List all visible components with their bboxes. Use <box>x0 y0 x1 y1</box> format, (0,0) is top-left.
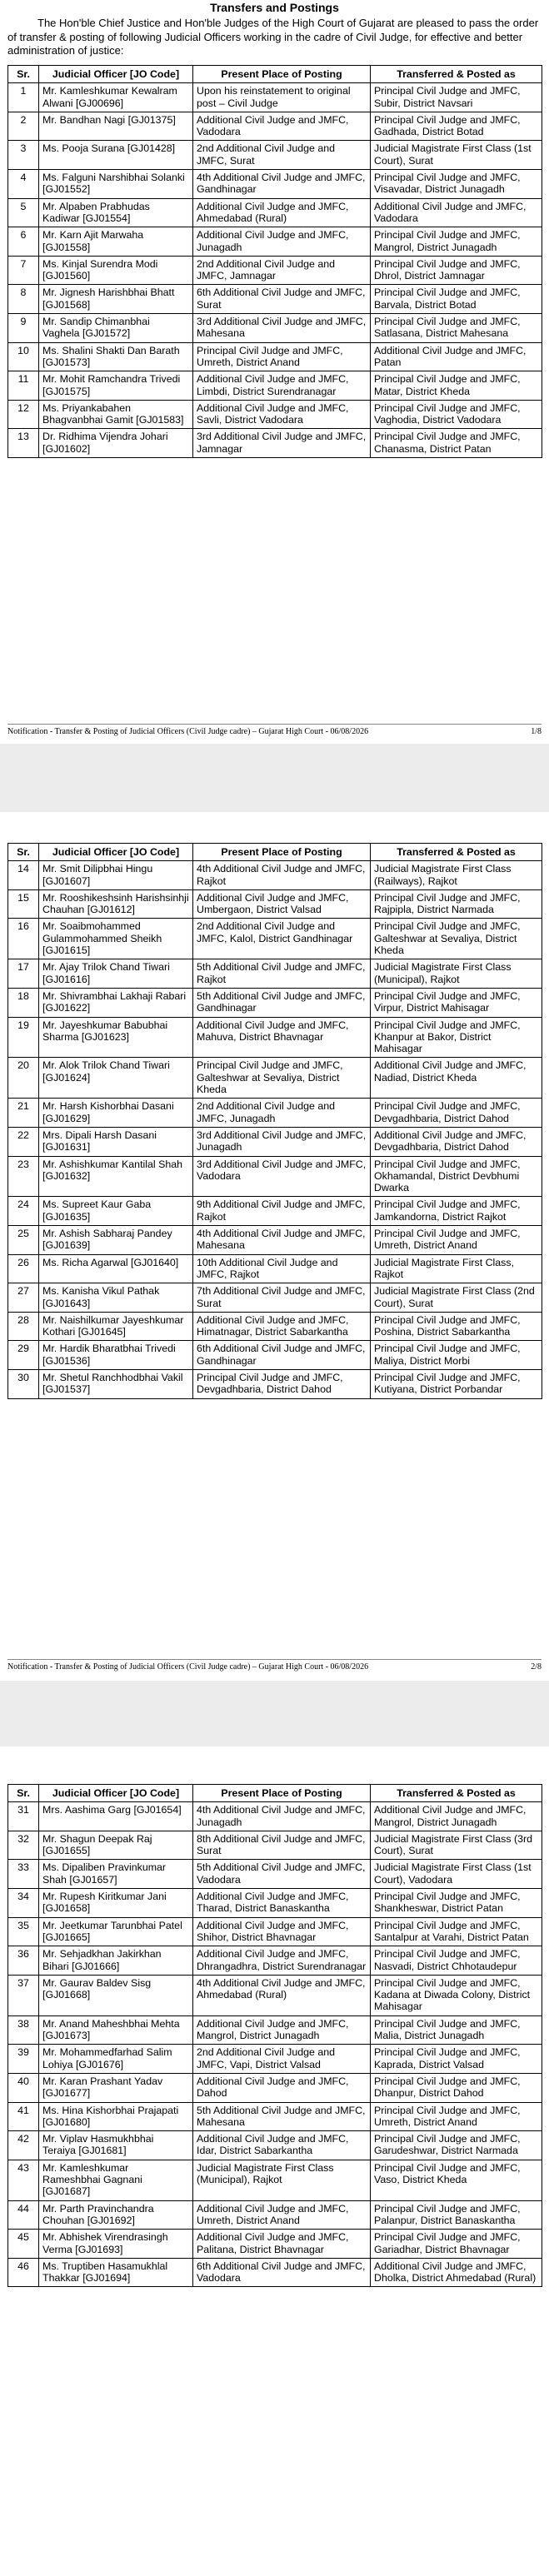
table-row <box>8 2045 542 2074</box>
present-posting-cell: 2nd Additional Civil Judge and JMFC, Kalol, District Gandhinagar <box>193 919 371 959</box>
transferred-posted-cell: Principal Civil Judge and JMFC, Chanasma, District Patan <box>371 429 542 458</box>
officer-cell: Ms. Shalini Shakti Dan Barath [GJ01573] <box>39 342 193 371</box>
transferred-posted-cell: Principal Civil Judge and JMFC, Devgadhbaria, District Dahod <box>371 1099 542 1128</box>
officer-cell: Mr. Kamleshkumar Rameshbhai Gagnani [GJ01687] <box>39 2160 193 2200</box>
sr-cell: 19 <box>8 1017 39 1058</box>
officer-cell: Mr. Jayeshkumar Babubhai Sharma [GJ01623] <box>39 1017 193 1058</box>
present-posting-cell: 5th Additional Civil Judge and JMFC, Rajkot <box>193 959 371 989</box>
sr-cell: 14 <box>8 861 39 890</box>
officer-cell: Mr. Sehjadkhan Jakirkhan Bihari [GJ01666] <box>39 1946 193 1976</box>
table-row <box>8 1889 542 1918</box>
transferred-posted-cell: Judicial Magistrate First Class (3rd Court), Surat <box>371 1831 542 1860</box>
sr-cell: 41 <box>8 2102 39 2131</box>
present-posting-cell: 2nd Additional Civil Judge and JMFC, Junagadh <box>193 1099 371 1128</box>
sr-cell: 6 <box>8 227 39 257</box>
header-sr: Sr. <box>8 66 39 83</box>
sr-cell: 38 <box>8 2015 39 2045</box>
table-row <box>8 227 542 257</box>
officer-cell: Mr. Mohammedfarhad Salim Lohiya [GJ01676] <box>39 2045 193 2074</box>
present-posting-cell: Additional Civil Judge and JMFC, Umreth, District Anand <box>193 2200 371 2230</box>
sr-cell: 3 <box>8 141 39 170</box>
sr-cell: 9 <box>8 314 39 343</box>
officer-cell: Mr. Karn Ajit Marwaha [GJ01558] <box>39 227 193 257</box>
table-row <box>8 2073 542 2102</box>
transferred-posted-cell: Principal Civil Judge and JMFC, Dhrol, District Jamnagar <box>371 256 542 285</box>
present-posting-cell: 2nd Additional Civil Judge and JMFC, Vapi, District Valsad <box>193 2045 371 2074</box>
present-posting-cell: 7th Additional Civil Judge and JMFC, Surat <box>193 1283 371 1313</box>
transferred-posted-cell: Principal Civil Judge and JMFC, Subir, District Navsari <box>371 83 542 112</box>
transferred-posted-cell: Principal Civil Judge and JMFC, Vaghodia, District Vadodara <box>371 400 542 429</box>
officer-cell: Ms. Dipaliben Pravinkumar Shah [GJ01657] <box>39 1860 193 1889</box>
sr-cell: 4 <box>8 170 39 199</box>
officer-cell: Mr. Shivrambhai Lakhaji Rabari [GJ01622] <box>39 988 193 1017</box>
sr-cell: 7 <box>8 256 39 285</box>
officer-cell: Ms. Truptiben Hasamukhlal Thakkar [GJ01694] <box>39 2258 193 2287</box>
present-posting-cell: 10th Additional Civil Judge and JMFC, Rajkot <box>193 1254 371 1283</box>
table-row <box>8 1197 542 1226</box>
transferred-posted-cell: Principal Civil Judge and JMFC, Umreth, District Anand <box>371 2102 542 2131</box>
present-posting-cell: Additional Civil Judge and JMFC, Mangrol, District Junagadh <box>193 2015 371 2045</box>
sr-cell: 24 <box>8 1197 39 1226</box>
present-posting-cell: Additional Civil Judge and JMFC, Shihor, District Bhavnagar <box>193 1917 371 1946</box>
page-number: 2/8 <box>531 1662 542 1672</box>
officer-cell: Mr. Hardik Bharatbhai Trivedi [GJ01536] <box>39 1341 193 1370</box>
transfer-table <box>7 843 542 1399</box>
table-header-row <box>8 66 542 83</box>
sr-cell: 39 <box>8 2045 39 2074</box>
officer-cell: Mr. Shagun Deepak Raj [GJ01655] <box>39 1831 193 1860</box>
table-row <box>8 83 542 112</box>
sr-cell: 36 <box>8 1946 39 1976</box>
sr-cell: 37 <box>8 1975 39 2015</box>
transferred-posted-cell: Judicial Magistrate First Class (Municipal), Rajkot <box>371 959 542 989</box>
header-judicial-officer: Judicial Officer [JO Code] <box>39 1785 193 1802</box>
present-posting-cell: Additional Civil Judge and JMFC, Idar, District Sabarkantha <box>193 2131 371 2160</box>
present-posting-cell: 6th Additional Civil Judge and JMFC, Gandhinagar <box>193 1341 371 1370</box>
officer-cell: Mr. Ashishkumar Kantilal Shah [GJ01632] <box>39 1156 193 1197</box>
present-posting-cell: Principal Civil Judge and JMFC, Umreth, District Anand <box>193 342 371 371</box>
document-title: Transfers and Postings <box>210 1 339 14</box>
present-posting-cell: 4th Additional Civil Judge and JMFC, Junagadh <box>193 1802 371 1831</box>
header-transferred-posted: Transferred & Posted as <box>371 66 542 83</box>
document-page-3 <box>0 1746 549 2576</box>
officer-cell: Mr. Kamleshkumar Kewalram Alwani [GJ00696] <box>39 83 193 112</box>
table-row <box>8 1975 542 2015</box>
sr-cell: 5 <box>8 198 39 227</box>
sr-cell: 31 <box>8 1802 39 1831</box>
present-posting-cell: Principal Civil Judge and JMFC, Devgadhbaria, District Dahod <box>193 1369 371 1398</box>
present-posting-cell: 4th Additional Civil Judge and JMFC, Gandhinagar <box>193 170 371 199</box>
sr-cell: 40 <box>8 2073 39 2102</box>
present-posting-cell: Additional Civil Judge and JMFC, Dhrangadhra, District Surendranagar <box>193 1946 371 1976</box>
transferred-posted-cell: Principal Civil Judge and JMFC, Barvala, District Botad <box>371 285 542 314</box>
present-posting-cell: 3rd Additional Civil Judge and JMFC, Vadodara <box>193 1156 371 1197</box>
table-row <box>8 342 542 371</box>
officer-cell: Ms. Kinjal Surendra Modi [GJ01560] <box>39 256 193 285</box>
sr-cell: 27 <box>8 1283 39 1313</box>
footer-text: Notification - Transfer & Posting of Judicial Officers (Civil Judge cadre) – Gujarat High Court - 06/08/2026 <box>7 727 369 736</box>
transferred-posted-cell: Principal Civil Judge and JMFC, Dhanpur, District Dahod <box>371 2073 542 2102</box>
present-posting-cell: Additional Civil Judge and JMFC, Tharad, District Banaskantha <box>193 1889 371 1918</box>
header-transferred-posted: Transferred & Posted as <box>371 844 542 861</box>
table-row <box>8 256 542 285</box>
table-header-row <box>8 844 542 861</box>
officer-cell: Mr. Smit Dilipbhai Hingu [GJ01607] <box>39 861 193 890</box>
present-posting-cell: 2nd Additional Civil Judge and JMFC, Jamnagar <box>193 256 371 285</box>
table-row <box>8 2258 542 2287</box>
table-row <box>8 2160 542 2200</box>
table-row <box>8 959 542 989</box>
transferred-posted-cell: Principal Civil Judge and JMFC, Garudeshwar, District Narmada <box>371 2131 542 2160</box>
sr-cell: 16 <box>8 919 39 959</box>
transferred-posted-cell: Principal Civil Judge and JMFC, Khanpur at Bakor, District Mahisagar <box>371 1017 542 1058</box>
table-row <box>8 889 542 919</box>
table-row <box>8 1254 542 1283</box>
header-judicial-officer: Judicial Officer [JO Code] <box>39 66 193 83</box>
table-row <box>8 1802 542 1831</box>
transferred-posted-cell: Principal Civil Judge and JMFC, Santalpur at Varahi, District Patan <box>371 1917 542 1946</box>
present-posting-cell: 4th Additional Civil Judge and JMFC, Ahmedabad (Rural) <box>193 1975 371 2015</box>
page-separator <box>0 744 549 812</box>
table-row <box>8 2131 542 2160</box>
present-posting-cell: Additional Civil Judge and JMFC, Palitana, District Bhavnagar <box>193 2230 371 2259</box>
officer-cell: Mr. Rupesh Kiritkumar Jani [GJ01658] <box>39 1889 193 1918</box>
present-posting-cell: Additional Civil Judge and JMFC, Dahod <box>193 2073 371 2102</box>
sr-cell: 12 <box>8 400 39 429</box>
officer-cell: Ms. Supreet Kaur Gaba [GJ01635] <box>39 1197 193 1226</box>
table-row <box>8 1099 542 1128</box>
present-posting-cell: 3rd Additional Civil Judge and JMFC, Jamnagar <box>193 429 371 458</box>
officer-cell: Mrs. Dipali Harsh Dasani [GJ01631] <box>39 1127 193 1156</box>
sr-cell: 34 <box>8 1889 39 1918</box>
document-page-2 <box>0 812 549 1681</box>
table-row <box>8 2230 542 2259</box>
officer-cell: Ms. Falguni Narshibhai Solanki [GJ01552] <box>39 170 193 199</box>
transferred-posted-cell: Additional Civil Judge and JMFC, Patan <box>371 342 542 371</box>
officer-cell: Mr. Mohit Ramchandra Trivedi [GJ01575] <box>39 371 193 401</box>
table-row <box>8 1946 542 1976</box>
transferred-posted-cell: Principal Civil Judge and JMFC, Visavadar, District Junagadh <box>371 170 542 199</box>
transferred-posted-cell: Principal Civil Judge and JMFC, Matar, District Kheda <box>371 371 542 401</box>
table-row <box>8 1341 542 1370</box>
sr-cell: 2 <box>8 112 39 141</box>
transferred-posted-cell: Principal Civil Judge and JMFC, Satlasana, District Mahesana <box>371 314 542 343</box>
present-posting-cell: Additional Civil Judge and JMFC, Ahmedabad (Rural) <box>193 198 371 227</box>
transferred-posted-cell: Additional Civil Judge and JMFC, Nadiad, District Kheda <box>371 1058 542 1099</box>
sr-cell: 28 <box>8 1312 39 1341</box>
officer-cell: Mr. Alok Trilok Chand Tiwari [GJ01624] <box>39 1058 193 1099</box>
table-row <box>8 1831 542 1860</box>
transferred-posted-cell: Judicial Magistrate First Class (1st Court), Surat <box>371 141 542 170</box>
present-posting-cell: 5th Additional Civil Judge and JMFC, Vadodara <box>193 1860 371 1889</box>
present-posting-cell: 5th Additional Civil Judge and JMFC, Gandhinagar <box>193 988 371 1017</box>
transferred-posted-cell: Principal Civil Judge and JMFC, Gariadhar, District Bhavnagar <box>371 2230 542 2259</box>
transferred-posted-cell: Additional Civil Judge and JMFC, Mangrol, District Junagadh <box>371 1802 542 1831</box>
sr-cell: 42 <box>8 2131 39 2160</box>
officer-cell: Mr. Bandhan Nagi [GJ01375] <box>39 112 193 141</box>
table-row <box>8 1312 542 1341</box>
table-row <box>8 1058 542 1099</box>
transferred-posted-cell: Principal Civil Judge and JMFC, Rajpipla, District Narmada <box>371 889 542 919</box>
page-separator <box>0 1681 549 1746</box>
sr-cell: 43 <box>8 2160 39 2200</box>
transferred-posted-cell: Principal Civil Judge and JMFC, Okhamandal, District Devbhumi Dwarka <box>371 1156 542 1197</box>
table-row <box>8 170 542 199</box>
table-row <box>8 1156 542 1197</box>
sr-cell: 10 <box>8 342 39 371</box>
header-transferred-posted: Transferred & Posted as <box>371 1785 542 1802</box>
officer-cell: Mr. Jignesh Harishbhai Bhatt [GJ01568] <box>39 285 193 314</box>
table-row <box>8 988 542 1017</box>
transferred-posted-cell: Judicial Magistrate First Class (1st Court), Vadodara <box>371 1860 542 1889</box>
officer-cell: Mr. Viplav Hasmukhbhai Teraiya [GJ01681] <box>39 2131 193 2160</box>
sr-cell: 23 <box>8 1156 39 1197</box>
table-row <box>8 2200 542 2230</box>
table-row <box>8 1369 542 1398</box>
present-posting-cell: 3rd Additional Civil Judge and JMFC, Mahesana <box>193 314 371 343</box>
sr-cell: 17 <box>8 959 39 989</box>
document-page-1 <box>0 0 549 744</box>
sr-cell: 46 <box>8 2258 39 2287</box>
table-row <box>8 1226 542 1255</box>
transferred-posted-cell: Additional Civil Judge and JMFC, Vadodara <box>371 198 542 227</box>
present-posting-cell: Additional Civil Judge and JMFC, Savli, District Vadodara <box>193 400 371 429</box>
table-row <box>8 285 542 314</box>
sr-cell: 11 <box>8 371 39 401</box>
page-footer <box>7 724 542 737</box>
officer-cell: Mr. Soaibmohammed Gulammohammed Sheikh [GJ01615] <box>39 919 193 959</box>
sr-cell: 33 <box>8 1860 39 1889</box>
transferred-posted-cell: Principal Civil Judge and JMFC, Maliya, District Morbi <box>371 1341 542 1370</box>
sr-cell: 26 <box>8 1254 39 1283</box>
sr-cell: 20 <box>8 1058 39 1099</box>
transferred-posted-cell: Principal Civil Judge and JMFC, Shankheswar, District Patan <box>371 1889 542 1918</box>
table-row <box>8 112 542 141</box>
sr-cell: 35 <box>8 1917 39 1946</box>
sr-cell: 18 <box>8 988 39 1017</box>
sr-cell: 15 <box>8 889 39 919</box>
officer-cell: Mr. Sandip Chimanbhai Vaghela [GJ01572] <box>39 314 193 343</box>
present-posting-cell: 6th Additional Civil Judge and JMFC, Vadodara <box>193 2258 371 2287</box>
page-number: 1/8 <box>531 727 542 736</box>
transferred-posted-cell: Additional Civil Judge and JMFC, Dholka, District Ahmedabad (Rural) <box>371 2258 542 2287</box>
officer-cell: Ms. Priyankabahen Bhagvanbhai Gamit [GJ01583] <box>39 400 193 429</box>
present-posting-cell: 2nd Additional Civil Judge and JMFC, Surat <box>193 141 371 170</box>
present-posting-cell: 4th Additional Civil Judge and JMFC, Mahesana <box>193 1226 371 1255</box>
sr-cell: 21 <box>8 1099 39 1128</box>
transferred-posted-cell: Principal Civil Judge and JMFC, Poshina, District Sabarkantha <box>371 1312 542 1341</box>
sr-cell: 32 <box>8 1831 39 1860</box>
table-row <box>8 861 542 890</box>
present-posting-cell: 6th Additional Civil Judge and JMFC, Surat <box>193 285 371 314</box>
sr-cell: 22 <box>8 1127 39 1156</box>
transferred-posted-cell: Principal Civil Judge and JMFC, Kaprada, District Valsad <box>371 2045 542 2074</box>
transfer-table <box>7 65 542 458</box>
sr-cell: 1 <box>8 83 39 112</box>
transferred-posted-cell: Principal Civil Judge and JMFC, Galteshwar at Sevaliya, District Kheda <box>371 919 542 959</box>
transferred-posted-cell: Principal Civil Judge and JMFC, Kutiyana, District Porbandar <box>371 1369 542 1398</box>
transferred-posted-cell: Principal Civil Judge and JMFC, Vaso, District Kheda <box>371 2160 542 2200</box>
table-row <box>8 2102 542 2131</box>
transferred-posted-cell: Principal Civil Judge and JMFC, Palanpur, District Banaskantha <box>371 2200 542 2230</box>
present-posting-cell: Additional Civil Judge and JMFC, Junagadh <box>193 227 371 257</box>
transferred-posted-cell: Principal Civil Judge and JMFC, Nasvadi, District Chhotaudepur <box>371 1946 542 1976</box>
present-posting-cell: 9th Additional Civil Judge and JMFC, Rajkot <box>193 1197 371 1226</box>
footer-text: Notification - Transfer & Posting of Judicial Officers (Civil Judge cadre) – Gujarat High Court - 06/08/2026 <box>7 1662 369 1672</box>
table-row <box>8 429 542 458</box>
officer-cell: Mrs. Aashima Garg [GJ01654] <box>39 1802 193 1831</box>
table-row <box>8 2015 542 2045</box>
page-footer <box>7 1659 542 1672</box>
transfer-table <box>7 1784 542 2287</box>
table-row <box>8 371 542 401</box>
transferred-posted-cell: Principal Civil Judge and JMFC, Mangrol, District Junagadh <box>371 227 542 257</box>
intro-paragraph: The Hon'ble Chief Justice and Hon'ble Judges of the High Court of Gujarat are pleased to pass the order of transfer & posting of following Judicial Officers working in the cadre of Civil Judge, for effective and better administration of justice: <box>7 17 539 57</box>
officer-cell: Mr. Naishilkumar Jayeshkumar Kothari [GJ01645] <box>39 1312 193 1341</box>
present-posting-cell: Additional Civil Judge and JMFC, Vadodara <box>193 112 371 141</box>
table-row <box>8 1283 542 1313</box>
table-row <box>8 141 542 170</box>
officer-cell: Ms. Kanisha Vikul Pathak [GJ01643] <box>39 1283 193 1313</box>
officer-cell: Ms. Pooja Surana [GJ01428] <box>39 141 193 170</box>
table-row <box>8 314 542 343</box>
present-posting-cell: 3rd Additional Civil Judge and JMFC, Junagadh <box>193 1127 371 1156</box>
sr-cell: 30 <box>8 1369 39 1398</box>
transferred-posted-cell: Judicial Magistrate First Class, Rajkot <box>371 1254 542 1283</box>
table-row <box>8 1017 542 1058</box>
officer-cell: Ms. Richa Agarwal [GJ01640] <box>39 1254 193 1283</box>
transferred-posted-cell: Principal Civil Judge and JMFC, Virpur, District Mahisagar <box>371 988 542 1017</box>
officer-cell: Mr. Alpaben Prabhudas Kadiwar [GJ01554] <box>39 198 193 227</box>
officer-cell: Mr. Harsh Kishorbhai Dasani [GJ01629] <box>39 1099 193 1128</box>
sr-cell: 8 <box>8 285 39 314</box>
table-row <box>8 198 542 227</box>
transferred-posted-cell: Principal Civil Judge and JMFC, Malia, District Junagadh <box>371 2015 542 2045</box>
table-row <box>8 1917 542 1946</box>
transferred-posted-cell: Judicial Magistrate First Class (2nd Court), Surat <box>371 1283 542 1313</box>
present-posting-cell: 5th Additional Civil Judge and JMFC, Mahesana <box>193 2102 371 2131</box>
table-row <box>8 1860 542 1889</box>
present-posting-cell: Additional Civil Judge and JMFC, Himatnagar, District Sabarkantha <box>193 1312 371 1341</box>
header-sr: Sr. <box>8 844 39 861</box>
header-present-posting: Present Place of Posting <box>193 1785 371 1802</box>
officer-cell: Mr. Shetul Ranchhodbhai Vakil [GJ01537] <box>39 1369 193 1398</box>
present-posting-cell: 4th Additional Civil Judge and JMFC, Rajkot <box>193 861 371 890</box>
officer-cell: Mr. Anand Maheshbhai Mehta [GJ01673] <box>39 2015 193 2045</box>
officer-cell: Mr. Karan Prashant Yadav [GJ01677] <box>39 2073 193 2102</box>
table-header-row <box>8 1785 542 1802</box>
header-judicial-officer: Judicial Officer [JO Code] <box>39 844 193 861</box>
present-posting-cell: Judicial Magistrate First Class (Municipal), Rajkot <box>193 2160 371 2200</box>
table-row <box>8 400 542 429</box>
table-row <box>8 919 542 959</box>
present-posting-cell: Additional Civil Judge and JMFC, Mahuva, District Bhavnagar <box>193 1017 371 1058</box>
present-posting-cell: Principal Civil Judge and JMFC, Galteshwar at Sevaliya, District Kheda <box>193 1058 371 1099</box>
header-present-posting: Present Place of Posting <box>193 66 371 83</box>
table-row <box>8 1127 542 1156</box>
header-sr: Sr. <box>8 1785 39 1802</box>
officer-cell: Dr. Ridhima Vijendra Johari [GJ01602] <box>39 429 193 458</box>
officer-cell: Mr. Gaurav Baldev Sisg [GJ01668] <box>39 1975 193 2015</box>
transferred-posted-cell: Additional Civil Judge and JMFC, Devgadhbaria, District Dahod <box>371 1127 542 1156</box>
header-present-posting: Present Place of Posting <box>193 844 371 861</box>
officer-cell: Ms. Hina Kishorbhai Prajapati [GJ01680] <box>39 2102 193 2131</box>
officer-cell: Mr. Ashish Sabharaj Pandey [GJ01639] <box>39 1226 193 1255</box>
present-posting-cell: Additional Civil Judge and JMFC, Limbdi, District Surendranagar <box>193 371 371 401</box>
officer-cell: Mr. Parth Pravinchandra Chouhan [GJ01692] <box>39 2200 193 2230</box>
present-posting-cell: Upon his reinstatement to original post – Civil Judge <box>193 83 371 112</box>
sr-cell: 13 <box>8 429 39 458</box>
sr-cell: 29 <box>8 1341 39 1370</box>
sr-cell: 45 <box>8 2230 39 2259</box>
officer-cell: Mr. Jeetkumar Tarunbhai Patel [GJ01665] <box>39 1917 193 1946</box>
transferred-posted-cell: Principal Civil Judge and JMFC, Kadana at Diwada Colony, District Mahisagar <box>371 1975 542 2015</box>
sr-cell: 44 <box>8 2200 39 2230</box>
transferred-posted-cell: Judicial Magistrate First Class (Railways), Rajkot <box>371 861 542 890</box>
officer-cell: Mr. Abhishek Virendrasingh Verma [GJ01693] <box>39 2230 193 2259</box>
transferred-posted-cell: Principal Civil Judge and JMFC, Gadhada, District Botad <box>371 112 542 141</box>
officer-cell: Mr. Rooshikeshsinh Harishsinhji Chauhan [GJ01612] <box>39 889 193 919</box>
sr-cell: 25 <box>8 1226 39 1255</box>
present-posting-cell: Additional Civil Judge and JMFC, Umbergaon, District Valsad <box>193 889 371 919</box>
present-posting-cell: 8th Additional Civil Judge and JMFC, Surat <box>193 1831 371 1860</box>
officer-cell: Mr. Ajay Trilok Chand Tiwari [GJ01616] <box>39 959 193 989</box>
transferred-posted-cell: Principal Civil Judge and JMFC, Jamkandorna, District Rajkot <box>371 1197 542 1226</box>
transferred-posted-cell: Principal Civil Judge and JMFC, Umreth, District Anand <box>371 1226 542 1255</box>
